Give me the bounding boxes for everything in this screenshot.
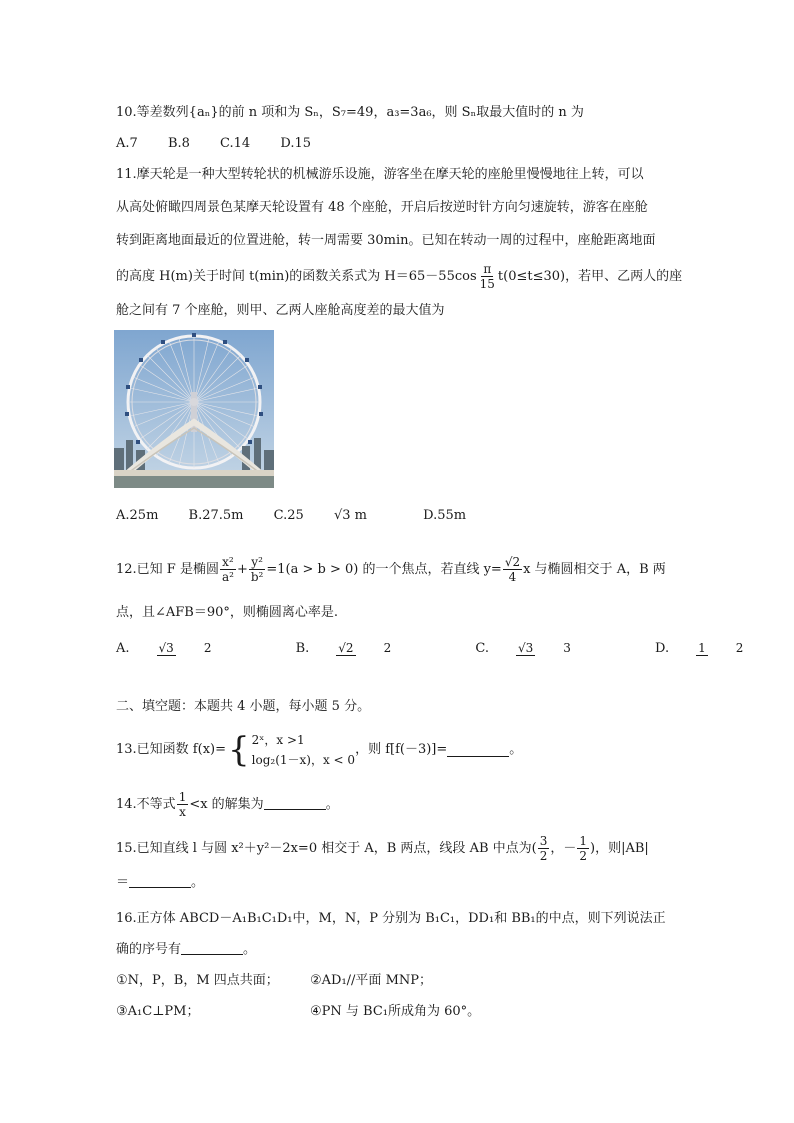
q14-b: <x 的解集为 (189, 797, 264, 812)
q12-frac1 (220, 555, 236, 584)
q13-case1: 2ˣ，x >1 (251, 733, 305, 747)
q12-opt-b-num: √2 (338, 641, 354, 655)
q15-b: )，则|AB| (590, 841, 649, 856)
q12-opt-a-frac (157, 641, 240, 656)
q11-option-c (274, 508, 393, 523)
q12-frac1-den: a² (221, 570, 234, 584)
q10-text: 10.等差数列{aₙ}的前 n 项和为 Sₙ，S₇=49，a₃=3a₆，则 Sₙ取最大值时的 n 为 (116, 105, 584, 120)
q14-frac-den: x (179, 805, 186, 819)
q14-end: 。 (325, 797, 339, 812)
q12-opt-d-label: D. (655, 641, 670, 656)
q10-option-b: B.8 (167, 136, 190, 151)
q12-opt-d-frac (696, 641, 771, 656)
q12-frac3 (503, 555, 522, 584)
q15-line1 (116, 834, 649, 863)
q13-cases (252, 730, 355, 770)
q12-opt-d-den: 2 (735, 641, 744, 655)
q12-option-c (475, 641, 625, 656)
q12-opt-b-label: B. (295, 641, 310, 656)
q11-line4-b: t(0≤t≤30)，若甲、乙两人的座 (497, 269, 683, 284)
q11-option-c-root: √3 m (333, 508, 367, 523)
q15-a: 15.已知直线 l 与圆 x²＋y²－2x=0 相交于 A，B 两点，线段 AB 中点为( (116, 841, 537, 856)
q16-end: 。 (243, 942, 257, 957)
q12-a: 12.已知 F 是椭圆 (116, 562, 219, 577)
q16-statement-3: ③A₁C⊥PM； (116, 1004, 200, 1019)
q12-frac2 (249, 555, 266, 584)
q15-line2-eq: ＝ (116, 875, 130, 890)
section-2-heading: 二、填空题：本题共 4 小题，每小题 5 分。 (116, 699, 371, 714)
q11-line4-a: 的高度 H(m)关于时间 t(min)的函数关系式为 H＝65－55cos (116, 269, 477, 284)
q11-option-d: D.55m (423, 508, 467, 523)
q13-b: ，则 f[f(－3)]= (355, 742, 448, 757)
q12-opt-a-den: 2 (203, 641, 212, 655)
q13-brace: { (228, 730, 250, 770)
q12-options (116, 641, 794, 656)
q11-frac (478, 262, 497, 291)
ferris-wheel-photo (114, 330, 274, 488)
q12-frac3-den: 4 (508, 570, 517, 584)
q15-mid: ，－ (550, 841, 577, 856)
q11-line1: 11.摩天轮是一种大型转轮状的机械游乐设施，游客坐在摩天轮的座舱里慢慢地往上转，可以 (116, 167, 644, 182)
q11-frac-num: π (483, 262, 492, 276)
q12-option-d (655, 641, 794, 656)
q11-option-a: A.25m (116, 508, 159, 523)
q12-option-b (296, 641, 446, 656)
q13-line (116, 730, 522, 770)
q12-option-a (116, 641, 265, 656)
q11-option-c-num: C.25 (273, 508, 304, 523)
q14-a: 14.不等式 (116, 797, 176, 812)
q12-opt-a-num: √3 (158, 641, 174, 655)
q11-line5: 舱之间有 7 个座舱，则甲、乙两人座舱高度差的最大值为 (116, 303, 445, 318)
q14-frac (177, 790, 189, 819)
q15-frac1 (538, 834, 550, 863)
q15-frac2-den: 2 (579, 849, 588, 863)
q10-options (116, 136, 337, 151)
q13-case2: log₂(1－x)，x < 0 (251, 753, 356, 767)
q16-answer-blank[interactable] (181, 942, 243, 955)
q15-end: 。 (191, 875, 205, 890)
q13-answer-blank[interactable] (447, 744, 509, 757)
q12-b: x 与椭圆相交于 A，B 两 (523, 562, 666, 577)
q12-plus: + (236, 562, 248, 577)
q11-line3: 转到距离地面最近的位置进舱，转一周需要 30min。已知在转动一周的过程中，座舱距离地面 (116, 233, 656, 248)
q11-option-b: B.27.5m (188, 508, 244, 523)
q16-line2 (116, 941, 256, 959)
q10-option-c: C.14 (220, 136, 251, 151)
q12-eq: =1(a > b > 0) 的一个焦点，若直线 y= (266, 562, 502, 577)
q14-line (116, 790, 339, 819)
q15-frac2 (577, 834, 589, 863)
q10-option-d: D.15 (280, 136, 311, 151)
q13-end: 。 (509, 742, 523, 757)
q12-line1 (116, 555, 666, 584)
q11-line2: 从高处俯瞰四周景色某摩天轮设置有 48 个座舱，开启后按逆时针方向匀速旋转，游客在座舱 (116, 200, 648, 215)
q14-frac-num: 1 (178, 790, 187, 804)
q16-statement-4: ④PN 与 BC₁所成角为 60°。 (310, 1004, 481, 1019)
q12-opt-a-label: A. (116, 641, 130, 656)
q12-opt-b-den: 2 (383, 641, 392, 655)
q16-statement-1: ①N，P，B，M 四点共面； (116, 973, 279, 988)
q15-frac1-den: 2 (539, 849, 548, 863)
q11-frac-den: 15 (479, 277, 495, 291)
q15-answer-blank[interactable] (129, 875, 191, 888)
q12-frac2-den: b² (250, 570, 264, 584)
q12-frac1-num: x² (222, 555, 234, 569)
q15-line2 (116, 874, 204, 892)
q16-line2-text: 确的序号有 (116, 942, 182, 957)
q12-frac2-num: y² (251, 555, 263, 569)
q11-line4 (116, 262, 682, 291)
q12-opt-c-num: √3 (517, 641, 534, 655)
q11-options (116, 508, 492, 523)
q12-line2: 点，且∠AFB＝90°，则椭圆离心率是. (116, 605, 339, 620)
q16-line1: 16.正方体 ABCD－A₁B₁C₁D₁中，M，N，P 分别为 B₁C₁，DD₁和 BB₁的中点，则下列说法正 (116, 911, 666, 926)
q13-a: 13.已知函数 f(x)= (116, 742, 226, 757)
q15-frac2-num: 1 (579, 834, 588, 848)
q14-answer-blank[interactable] (264, 797, 326, 810)
q12-opt-c-label: C. (475, 641, 489, 656)
q16-statement-2: ②AD₁//平面 MNP； (310, 973, 433, 988)
q10-option-a: A.7 (116, 136, 138, 151)
q12-frac3-num: √2 (504, 555, 521, 569)
q13-piecewise (116, 730, 522, 770)
q12-opt-c-frac (516, 641, 599, 656)
q12-opt-d-num: 1 (698, 641, 706, 655)
q12-opt-b-frac (336, 641, 419, 656)
q12-opt-c-den: 3 (563, 641, 571, 655)
q15-frac1-num: 3 (539, 834, 548, 848)
